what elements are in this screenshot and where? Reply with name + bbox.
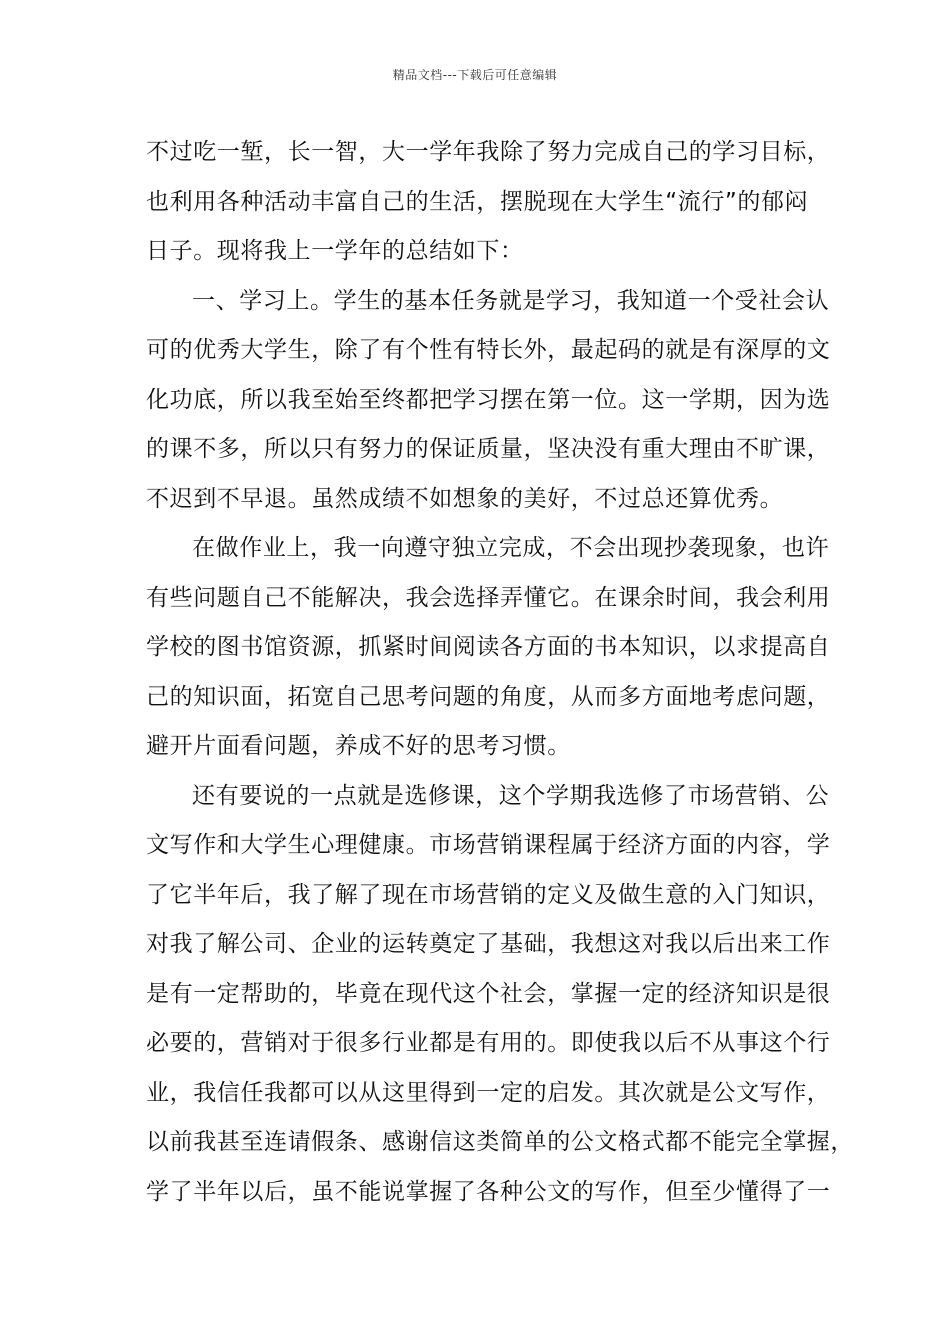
paragraph-start-line: 一、学习上。学生的基本任务就是学习，我知道一个受社会认 [192, 287, 830, 314]
text-line: 学了半年以后，虽不能说掌握了各种公文的写作，但至少懂得了一 [146, 1178, 831, 1205]
text-line: 以前我甚至连请假条、感谢信这类简单的公文格式都不能完全掌握， [146, 1129, 854, 1155]
text-line: 避开片面看问题，养成不好的思考习惯。 [146, 733, 571, 759]
paragraph-start-line: 在做作业上，我一向遵守独立完成，不会出现抄袭现象，也许 [192, 535, 830, 561]
text-line: 有些问题自己不能解决，我会选择弄懂它。在课余时间，我会利用 [146, 584, 831, 611]
page-header: 精品文档---下载后可任意编辑 [392, 68, 558, 82]
text-line: 化功底，所以我至始至终都把学习摆在第一位。这一学期，因为选 [146, 386, 831, 413]
text-line: 了它半年后，我了解了现在市场营销的定义及做生意的入门知识， [146, 881, 831, 908]
text-line: 的课不多，所以只有努力的保证质量，坚决没有重大理由不旷课， [146, 436, 831, 462]
text-line: 己的知识面，拓宽自己思考问题的角度，从而多方面地考虑问题， [146, 683, 831, 710]
paragraph-start-line: 还有要说的一点就是选修课，这个学期我选修了市场营销、公 [192, 782, 830, 809]
text-line: 不过吃一堑，长一智，大一学年我除了努力完成自己的学习目标， [146, 139, 831, 165]
text-line: 不迟到不早退。虽然成绩不如想象的美好，不过总还算优秀。 [146, 485, 784, 512]
text-line: 必要的，营销对于很多行业都是有用的。即使我以后不从事这个行 [146, 1030, 831, 1056]
text-line: 也利用各种活动丰富自己的生活，摆脱现在大学生“流行”的郁闷 [146, 188, 809, 215]
text-line: 文写作和大学生心理健康。市场营销课程属于经济方面的内容，学 [146, 832, 831, 858]
text-line: 对我了解公司、企业的运转奠定了基础，我想这对我以后出来工作 [146, 931, 831, 957]
text-line: 学校的图书馆资源，抓紧时间阅读各方面的书本知识，以求提高自 [146, 634, 831, 660]
text-line: 日子。现将我上一学年的总结如下： [146, 238, 524, 264]
document-body [146, 128, 854, 1217]
text-line: 业，我信任我都可以从这里得到一定的启发。其次就是公文写作， [146, 1079, 831, 1106]
text-line: 是有一定帮助的，毕竟在现代这个社会，掌握一定的经济知识是很 [146, 980, 831, 1007]
text-line: 可的优秀大学生，除了有个性有特长外，最起码的就是有深厚的文 [146, 337, 831, 363]
